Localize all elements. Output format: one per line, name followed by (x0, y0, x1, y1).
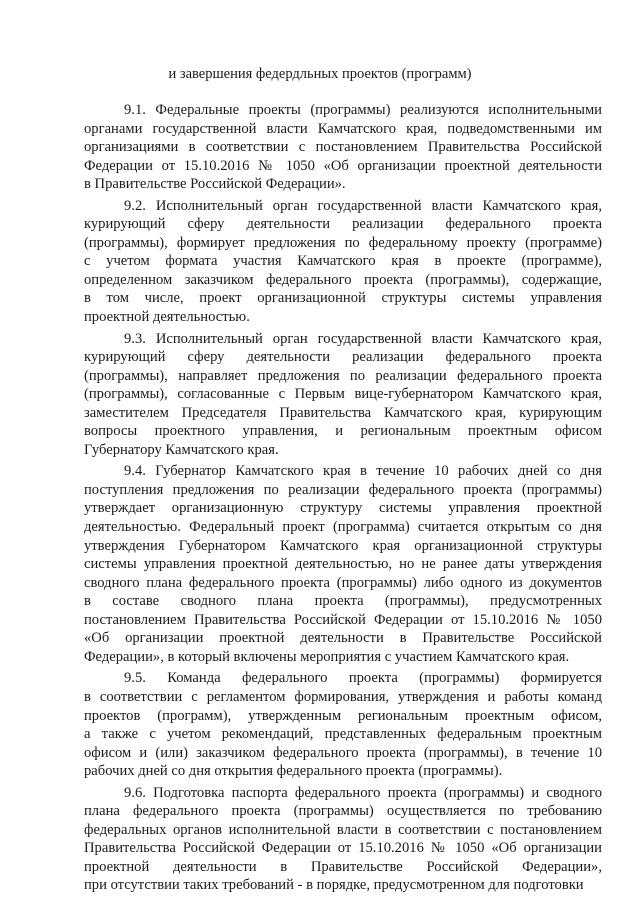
paragraph-line: вопросы проектного управления, и региональным проектным офисом (84, 423, 602, 440)
paragraph-line: Правительства Российской Федерации от 15.10.2016 № 1050 «Об организации (84, 840, 602, 857)
paragraph-line: с учетом формата участия Камчатского края в проекте (программе), (84, 253, 602, 270)
paragraph-line: в соответствии с регламентом формирования, утверждения и работы команд (84, 688, 602, 705)
paragraph-line: курирующий сферу деятельности реализации федерального проекта (84, 349, 602, 366)
paragraph-line: при отсутствии таких требований - в порядке, предусмотренном для подготовки (84, 877, 584, 894)
paragraph-line: 9.4. Губернатор Камчатского края в течение 10 рабочих дней со дня (124, 463, 602, 480)
paragraph-line: курирующий сферу деятельности реализации федерального проекта (84, 216, 602, 233)
paragraph-line: «Об организации проектной деятельности в Правительстве Российской (84, 630, 602, 647)
paragraph-line: плана федерального проекта (программы) осуществляется по требованию (84, 803, 602, 820)
paragraph-line: организациями в соответствии с постановлением Правительства Российской (84, 139, 602, 156)
paragraph-line: постановлением Правительства Российской Федерации от 15.10.2016 № 1050 (84, 611, 602, 628)
paragraph-line: определенном заказчиком федерального проекта (программы), содержащие, (84, 271, 602, 288)
paragraph-line: федеральных органов исполнительной власти в соответствии с постановлением (84, 821, 602, 838)
paragraph-line: проектной деятельности в Правительстве Российской Федерации», (84, 858, 602, 875)
paragraph-line: 9.2. Исполнительный орган государственной власти Камчатского края, (124, 197, 602, 214)
paragraph-line: в составе сводного плана проекта (программы), предусмотренных (84, 593, 602, 610)
document-body (84, 101, 602, 898)
paragraph-line: утверждает организационную структуру системы управления проектной (84, 500, 602, 517)
paragraph (84, 101, 602, 194)
paragraph-line: в Правительстве Российской Федерации». (84, 176, 346, 193)
paragraph-line: Губернатору Камчатского края. (84, 441, 279, 458)
paragraph-line: органами государственной власти Камчатского края, подведомственными им (84, 120, 602, 137)
paragraph-line: (программы), согласованные с Первым вице-губернатором Камчатского края, (84, 386, 602, 403)
paragraph-line: системы управления проектной деятельностью, но не ранее даты утверждения (84, 556, 602, 573)
paragraph (84, 197, 602, 327)
paragraph-line: 9.5. Команда федерального проекта (программы) формируется (124, 670, 602, 687)
paragraph-line: офисом и (или) заказчиком федерального проекта (программы), в течение 10 (84, 744, 602, 761)
paragraph (84, 462, 602, 666)
paragraph (84, 669, 602, 780)
paragraph-line: сводного плана федерального проекта (программы) либо одного из документов (84, 574, 602, 591)
paragraph-line: а также с учетом рекомендаций, представленных федеральным проектным (84, 726, 602, 743)
paragraph (84, 330, 602, 460)
paragraph-line: 9.1. Федеральные проекты (программы) реализуются исполнительными (124, 102, 602, 118)
section-heading: и завершения федердльных проектов (программ) (168, 66, 472, 82)
paragraph-line: поступления предложения по реализации федерального проекта (программы) (84, 481, 602, 498)
paragraph-line: деятельностью. Федеральный проект (программа) считается открытым со дня (84, 519, 602, 536)
paragraph-line: проектов (программ), утвержденным региональным проектным офисом, (84, 707, 602, 724)
paragraph-line: рабочих дней со дня открытия федерального проекта (программы). (84, 763, 503, 780)
paragraph-line: проектной деятельностью. (84, 309, 250, 326)
paragraph-line: (программы), направляет предложения по реализации федерального проекта (84, 367, 602, 384)
paragraph-line: заместителем Председателя Правительства Камчатского края, курирующим (84, 404, 602, 421)
paragraph (84, 784, 602, 895)
paragraph-line: в том числе, проект организационной структуры системы управления (84, 290, 602, 307)
paragraph-line: Федерации от 15.10.2016 № 1050 «Об организации проектной деятельности (84, 157, 602, 174)
paragraph-line: (программы), формирует предложения по федеральному проекту (программе) (84, 234, 602, 251)
paragraph-line: Федерации», в который включены мероприятия с участием Камчатского края. (84, 648, 570, 665)
paragraph-line: 9.3. Исполнительный орган государственной власти Камчатского края, (124, 330, 602, 347)
paragraph-line: утверждения Губернатором Камчатского края организационной структуры (84, 537, 602, 554)
paragraph-line: 9.6. Подготовка паспорта федерального проекта (программы) и сводного (124, 784, 602, 801)
